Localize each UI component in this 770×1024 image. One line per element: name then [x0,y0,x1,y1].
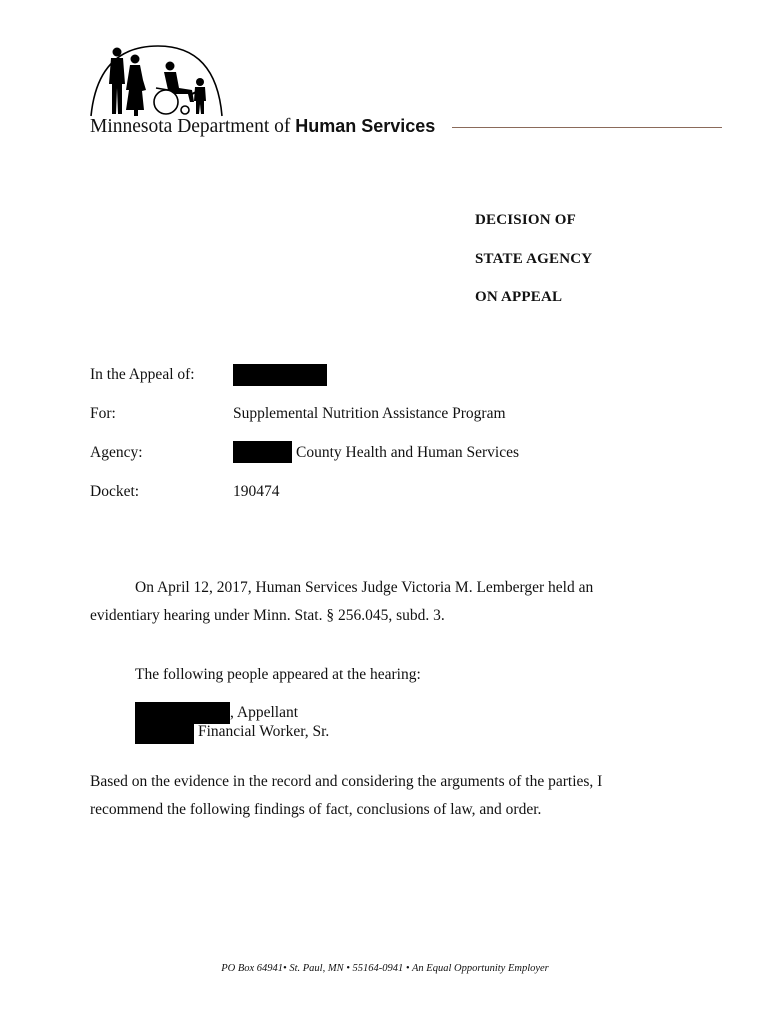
header-rule [452,127,722,128]
program-value: Supplemental Nutrition Assistance Program [233,405,506,422]
department-name-prefix: Minnesota Department of [90,116,296,137]
agency-value: County Health and Human Services [296,444,519,461]
docket-value: 190474 [233,483,280,500]
paragraph-3-line-2: recommend the following findings of fact, conclusions of law, and order. [90,801,542,818]
paragraph-1-line-1: On April 12, 2017, Human Services Judge Victoria M. Lemberger held an [135,579,594,596]
paragraph-1-line-2: evidentiary hearing under Minn. Stat. § 256.045, subd. 3. [90,607,445,624]
appellant-role: , Appellant [230,704,299,721]
redaction-appellant-name [233,364,327,386]
for-label: For: [90,405,116,422]
agency-label: Agency: [90,444,143,461]
paragraph-3-line-1: Based on the evidence in the record and considering the arguments of the parties, I [90,773,603,790]
decision-heading-line-3: ON APPEAL [475,289,563,305]
redaction-worker-attendee [135,723,194,744]
department-name [90,114,435,139]
worker-role: Financial Worker, Sr. [198,723,330,740]
footer-address: PO Box 64941• St. Paul, MN • 55164-0941 • An Equal Opportunity Employer [221,963,549,974]
redaction-county-name [233,441,292,463]
decision-heading-line-1: DECISION OF [475,212,576,228]
decision-heading-line-2: STATE AGENCY [475,251,593,267]
paragraph-2: The following people appeared at the hearing: [135,666,421,683]
appeal-label: In the Appeal of: [90,366,195,383]
department-name-bold: Human Services [295,116,436,136]
dhs-logo-icon [88,44,224,118]
redaction-appellant-attendee [135,702,230,724]
docket-label: Docket: [90,483,140,500]
